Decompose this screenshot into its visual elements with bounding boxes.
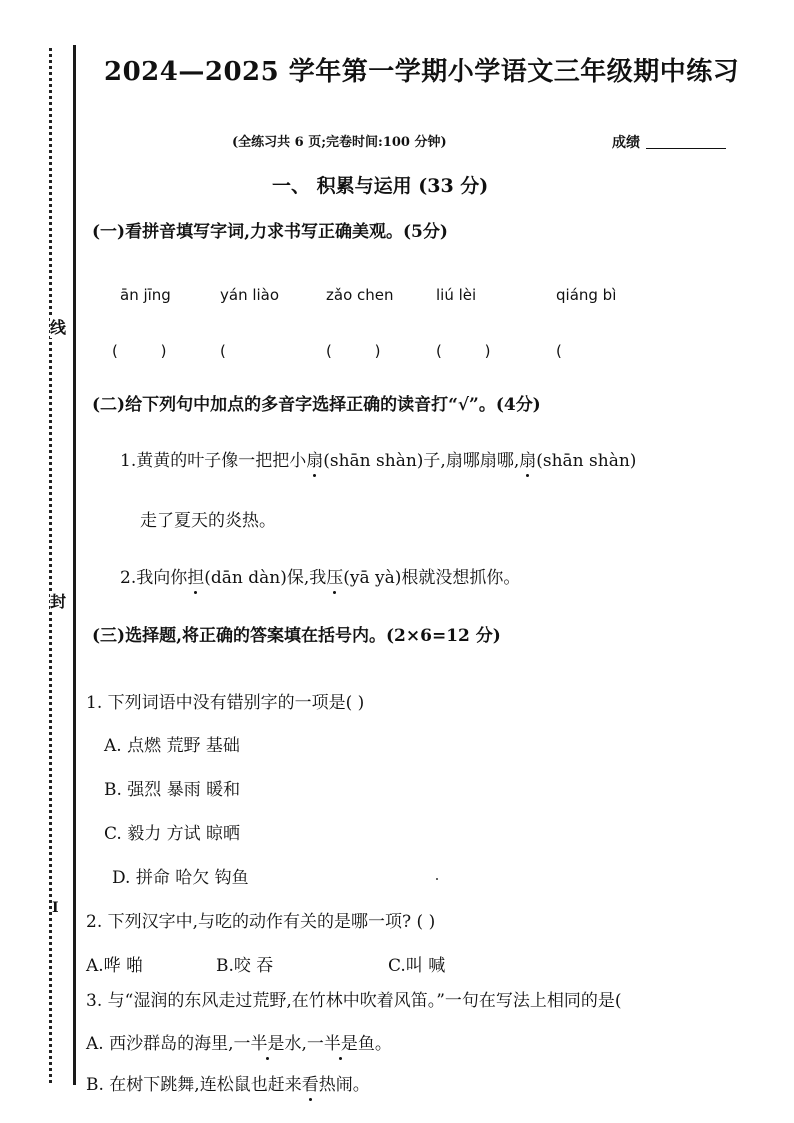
- part2-q2: 2.我向你担(dān dàn)保,我压(yā yà)根就没想抓你。: [120, 568, 521, 588]
- part2-q1-line2: 走了夏天的炎热。: [140, 511, 276, 531]
- pinyin-4: liú lèi: [436, 286, 477, 304]
- q1-option-b[interactable]: B. 强烈 暴雨 暖和: [104, 780, 241, 800]
- answer-blank-3[interactable]: ( ): [326, 342, 381, 360]
- dotted-char: 扇: [519, 451, 537, 471]
- exam-info: (全练习共 6 页;完卷时间:100 分钟): [232, 135, 447, 150]
- margin-label-bottom: I: [52, 900, 59, 916]
- part1-title: (一)看拼音填写字词,力求书写正确美观。(5分): [92, 222, 448, 242]
- pinyin-3: zǎo chen: [326, 286, 394, 304]
- answer-blank-1[interactable]: ( ): [112, 342, 167, 360]
- dotted-phrase: 一半是水: [233, 1034, 302, 1054]
- answer-blank-2[interactable]: (: [220, 342, 226, 360]
- q3-option-b[interactable]: B. 在树下跳舞,连松鼠也赶来看热闹。: [86, 1075, 370, 1095]
- q2-stem: 2. 下列汉字中,与吃的动作有关的是哪一项? ( ): [86, 912, 436, 932]
- dotted-char: 扇: [306, 451, 324, 471]
- dotted-phrase: 一半是鱼: [306, 1034, 375, 1054]
- q1-option-a[interactable]: A. 点燃 荒野 基础: [104, 736, 240, 756]
- dotted-phrase: 赶来看热闹: [267, 1075, 353, 1095]
- pinyin-2: yán liào: [220, 286, 280, 304]
- q2-option-a[interactable]: A.哗 啪: [86, 956, 144, 976]
- part2-q1-line1: 1.黄黄的叶子像一把把小扇(shān shàn)子,扇哪扇哪,扇(shān shàn): [120, 451, 637, 471]
- q1-option-c[interactable]: C. 毅力 方试 晾晒: [104, 824, 241, 844]
- score-blank[interactable]: [646, 148, 726, 149]
- q2-option-b[interactable]: B.咬 吞: [216, 956, 274, 976]
- binding-dotted-line: [49, 48, 52, 1083]
- q1-stem: 1. 下列词语中没有错别字的一项是( ): [86, 693, 365, 713]
- part2-title: (二)给下列句中加点的多音字选择正确的读音打“√”。(4分): [92, 395, 541, 415]
- section-title: 一、 积累与运用 (33 分): [272, 175, 489, 197]
- dotted-char: 担: [187, 568, 205, 588]
- binding-solid-line: [73, 45, 76, 1085]
- exam-title: 2024—2025 学年第一学期小学语文三年级期中练习: [104, 57, 740, 87]
- q1-option-d[interactable]: D. 拼命 哈欠 钩鱼: [112, 868, 249, 888]
- q2-option-c[interactable]: C.叫 喊: [388, 956, 446, 976]
- score-label: 成绩: [612, 135, 640, 151]
- answer-blank-5[interactable]: (: [556, 342, 562, 360]
- margin-label-seal: 封: [50, 592, 67, 611]
- margin-label-line: 线: [50, 318, 67, 337]
- stray-mark: [436, 878, 438, 880]
- q3-stem: 3. 与“湿润的东风走过荒野,在竹林中吹着风笛。”一句在写法上相同的是(: [86, 991, 622, 1011]
- answer-blank-4[interactable]: ( ): [436, 342, 491, 360]
- pinyin-1: ān jīng: [120, 286, 171, 304]
- dotted-char: 压: [326, 568, 344, 588]
- pinyin-5: qiáng bì: [556, 286, 617, 304]
- q3-option-a[interactable]: A. 西沙群岛的海里,一半是水,一半是鱼。: [86, 1034, 392, 1054]
- part3-title: (三)选择题,将正确的答案填在括号内。(2×6=12 分): [92, 626, 501, 646]
